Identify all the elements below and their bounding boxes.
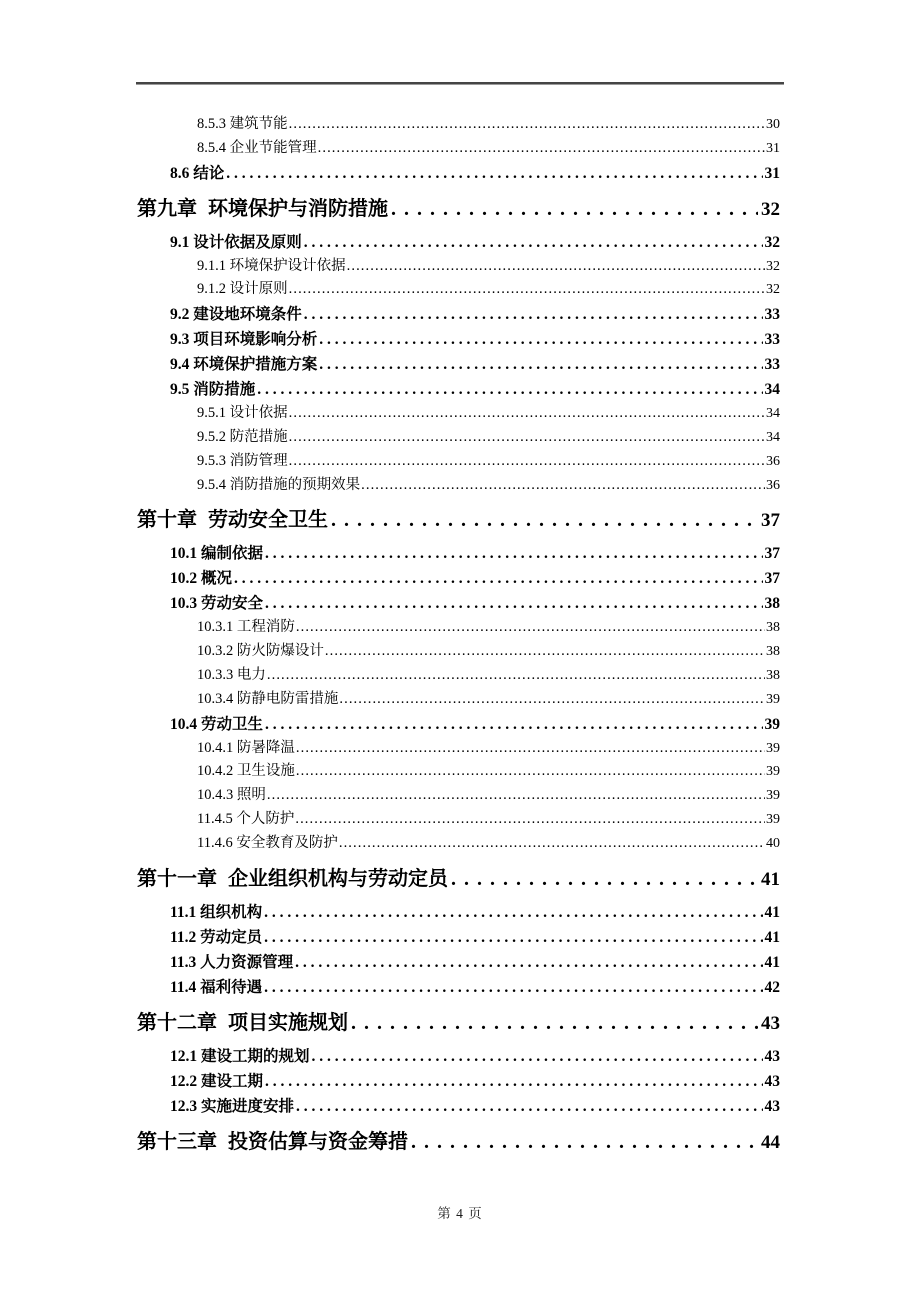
toc-entry-page: 33 bbox=[764, 306, 780, 324]
dot-leader bbox=[319, 352, 762, 377]
toc-entry-page: 39 bbox=[766, 764, 780, 780]
toc-entry-label: 10.2 概况 bbox=[170, 570, 233, 588]
dot-leader bbox=[265, 541, 762, 566]
toc-entry-label: 10.4.3 照明 bbox=[197, 787, 266, 804]
toc-entry-page: 38 bbox=[766, 644, 780, 660]
toc-entry-label: 10.4 劳动卫生 bbox=[170, 715, 264, 733]
toc-entry-label: 10.4.2 卫生设施 bbox=[197, 763, 295, 780]
toc-entry-page: 34 bbox=[764, 381, 780, 399]
toc-entry[interactable] bbox=[137, 1125, 780, 1159]
toc-entry-label: 9.5.2 防范措施 bbox=[197, 428, 288, 445]
dot-leader bbox=[304, 230, 763, 255]
dot-leader bbox=[325, 640, 765, 664]
toc-entry[interactable] bbox=[137, 161, 780, 186]
toc-entry[interactable] bbox=[137, 1044, 780, 1069]
toc-entry[interactable] bbox=[137, 377, 780, 402]
dot-leader bbox=[296, 760, 765, 784]
dot-leader bbox=[289, 426, 765, 450]
dot-leader bbox=[351, 1006, 758, 1040]
toc-entry[interactable] bbox=[137, 712, 780, 737]
dot-leader bbox=[295, 950, 762, 975]
toc-entry-page: 39 bbox=[764, 715, 780, 733]
toc-entry-page: 43 bbox=[764, 1072, 780, 1090]
toc-entry-page: 36 bbox=[766, 453, 780, 469]
toc-entry-page: 38 bbox=[764, 595, 780, 613]
toc-entry[interactable] bbox=[137, 688, 780, 712]
toc-entry-label: 12.1 建设工期的规划 bbox=[170, 1047, 310, 1065]
toc-entry[interactable] bbox=[137, 474, 780, 498]
dot-leader bbox=[361, 474, 765, 498]
dot-leader bbox=[264, 900, 762, 925]
toc-entry-page: 32 bbox=[764, 233, 780, 251]
toc-entry-label: 11.3 人力资源管理 bbox=[170, 953, 294, 971]
toc-entry-label: 10.3 劳动安全 bbox=[170, 595, 264, 613]
dot-leader bbox=[267, 784, 765, 808]
toc-entry-label: 第九章 环境保护与消防措施 bbox=[137, 197, 388, 220]
toc-entry-page: 39 bbox=[766, 740, 780, 756]
toc-entry[interactable] bbox=[137, 1069, 780, 1094]
toc-entry[interactable] bbox=[137, 566, 780, 591]
toc-entry-page: 34 bbox=[766, 429, 780, 445]
dot-leader bbox=[296, 737, 765, 761]
toc-entry-label: 12.2 建设工期 bbox=[170, 1072, 264, 1090]
toc-entry-label: 11.1 组织机构 bbox=[170, 903, 263, 921]
toc-entry-label: 11.4.5 个人防护 bbox=[197, 810, 295, 827]
toc-entry-label: 8.5.4 企业节能管理 bbox=[197, 139, 317, 156]
toc-entry-label: 9.1.1 环境保护设计依据 bbox=[197, 257, 346, 274]
toc-entry[interactable] bbox=[137, 327, 780, 352]
dot-leader bbox=[451, 862, 758, 896]
dot-leader bbox=[318, 137, 765, 161]
toc-entry[interactable] bbox=[137, 450, 780, 474]
dot-leader bbox=[289, 450, 765, 474]
toc-entry-page: 39 bbox=[766, 788, 780, 804]
toc-entry-label: 9.2 建设地环境条件 bbox=[170, 306, 302, 324]
toc-entry-page: 33 bbox=[764, 331, 780, 349]
toc-entry[interactable] bbox=[137, 784, 780, 808]
toc-entry-label: 9.4 环境保护措施方案 bbox=[170, 356, 318, 374]
toc-entry-page: 33 bbox=[764, 356, 780, 374]
dot-leader bbox=[339, 832, 765, 856]
toc-entry-page: 41 bbox=[764, 903, 780, 921]
toc-entry[interactable] bbox=[137, 832, 780, 856]
toc-entry[interactable] bbox=[137, 137, 780, 161]
toc-entry-label: 第十二章 项目实施规划 bbox=[137, 1011, 348, 1034]
toc-entry[interactable] bbox=[137, 426, 780, 450]
toc-entry[interactable] bbox=[137, 975, 780, 1000]
toc-entry-page: 39 bbox=[766, 811, 780, 827]
page-footer bbox=[0, 1202, 920, 1222]
dot-leader bbox=[304, 302, 763, 327]
dot-leader bbox=[265, 591, 762, 616]
dot-leader bbox=[265, 712, 762, 737]
toc-entry-label: 9.5.1 设计依据 bbox=[197, 405, 288, 422]
toc-entry[interactable] bbox=[137, 1094, 780, 1119]
toc-entry-label: 10.3.3 电力 bbox=[197, 666, 266, 683]
toc-entry-label: 10.4.1 防暑降温 bbox=[197, 739, 295, 756]
toc-entry-label: 9.1.2 设计原则 bbox=[197, 281, 288, 298]
toc-entry-label: 10.3.2 防火防爆设计 bbox=[197, 643, 324, 660]
toc-entry-label: 第十三章 投资估算与资金筹措 bbox=[137, 1130, 408, 1153]
toc-entry-label: 第十章 劳动安全卫生 bbox=[137, 509, 328, 532]
toc-entry-page: 38 bbox=[766, 667, 780, 683]
toc-entry[interactable] bbox=[137, 737, 780, 761]
toc-entry-label: 9.3 项目环境影响分析 bbox=[170, 331, 318, 349]
toc-entry-label: 9.5.4 消防措施的预期效果 bbox=[197, 476, 361, 493]
toc-entry[interactable] bbox=[137, 541, 780, 566]
dot-leader bbox=[267, 664, 765, 688]
dot-leader bbox=[411, 1125, 758, 1159]
toc-entry-label: 11.4.6 安全教育及防护 bbox=[197, 834, 338, 851]
toc-entry-page: 43 bbox=[761, 1012, 780, 1034]
toc-entry[interactable] bbox=[137, 760, 780, 784]
toc-entry-page: 42 bbox=[764, 978, 780, 996]
toc-entry-page: 41 bbox=[764, 953, 780, 971]
dot-leader bbox=[257, 377, 762, 402]
dot-leader bbox=[331, 503, 758, 537]
toc-entry-page: 32 bbox=[766, 258, 780, 274]
dot-leader bbox=[391, 192, 758, 226]
toc-entry[interactable] bbox=[137, 862, 780, 896]
toc-entry[interactable] bbox=[137, 808, 780, 832]
toc-entry[interactable] bbox=[137, 192, 780, 226]
toc-entry[interactable] bbox=[137, 230, 780, 255]
toc-entry-page: 32 bbox=[766, 282, 780, 298]
toc-entry[interactable] bbox=[137, 925, 780, 950]
toc-entry-page: 39 bbox=[766, 691, 780, 707]
toc-entry-label: 11.4 福利待遇 bbox=[170, 978, 263, 996]
toc-entry-page: 40 bbox=[766, 835, 780, 851]
toc-entry-page: 44 bbox=[761, 1131, 780, 1153]
toc-entry[interactable] bbox=[137, 591, 780, 616]
toc-list bbox=[137, 113, 780, 1163]
dot-leader bbox=[226, 161, 762, 186]
toc-entry[interactable] bbox=[137, 1006, 780, 1040]
toc-entry[interactable] bbox=[137, 900, 780, 925]
dot-leader bbox=[347, 255, 765, 279]
toc-entry-page: 37 bbox=[764, 570, 780, 588]
dot-leader bbox=[312, 1044, 763, 1069]
toc-entry-page: 43 bbox=[764, 1047, 780, 1065]
toc-entry-label: 11.2 劳动定员 bbox=[170, 928, 263, 946]
dot-leader bbox=[296, 1094, 762, 1119]
toc-entry[interactable] bbox=[137, 352, 780, 377]
toc-entry-label: 8.5.3 建筑节能 bbox=[197, 116, 288, 132]
toc-entry[interactable] bbox=[137, 640, 780, 664]
dot-leader bbox=[296, 616, 765, 640]
toc-entry-page: 30 bbox=[766, 117, 780, 132]
dot-leader bbox=[289, 113, 765, 137]
header-divider bbox=[136, 82, 784, 85]
toc-entry-page: 32 bbox=[761, 198, 780, 220]
toc-entry[interactable] bbox=[137, 664, 780, 688]
toc-entry-label: 8.6 结论 bbox=[170, 164, 225, 182]
toc-entry-page: 36 bbox=[766, 477, 780, 493]
toc-entry[interactable] bbox=[137, 402, 780, 426]
toc-entry[interactable] bbox=[137, 113, 780, 137]
toc-entry-page: 43 bbox=[764, 1097, 780, 1115]
toc-entry-label: 第十一章 企业组织机构与劳动定员 bbox=[137, 867, 448, 890]
toc-entry-page: 38 bbox=[766, 620, 780, 636]
toc-entry-page: 31 bbox=[766, 140, 780, 156]
toc-entry-label: 10.1 编制依据 bbox=[170, 545, 264, 563]
dot-leader bbox=[289, 278, 765, 302]
toc-entry-page: 41 bbox=[761, 868, 780, 890]
toc-entry-page: 31 bbox=[764, 164, 780, 182]
dot-leader bbox=[339, 688, 765, 712]
dot-leader bbox=[289, 402, 765, 426]
dot-leader bbox=[264, 975, 762, 1000]
toc-entry[interactable] bbox=[137, 278, 780, 302]
toc-entry[interactable] bbox=[137, 616, 780, 640]
toc-entry-label: 10.3.1 工程消防 bbox=[197, 619, 295, 636]
dot-leader bbox=[295, 808, 765, 832]
toc-entry-page: 37 bbox=[764, 545, 780, 563]
page-number-label: 第 4 页 bbox=[437, 1206, 483, 1221]
toc-entry-label: 12.3 实施进度安排 bbox=[170, 1097, 295, 1115]
toc-entry[interactable] bbox=[137, 950, 780, 975]
dot-leader bbox=[234, 566, 762, 591]
toc-entry[interactable] bbox=[137, 503, 780, 537]
toc-entry[interactable] bbox=[137, 302, 780, 327]
dot-leader bbox=[265, 1069, 762, 1094]
toc-entry-label: 9.5 消防措施 bbox=[170, 381, 256, 399]
toc-entry-page: 34 bbox=[766, 406, 780, 422]
toc-entry[interactable] bbox=[137, 255, 780, 279]
toc-entry-page: 37 bbox=[761, 510, 780, 532]
toc-entry-label: 9.1 设计依据及原则 bbox=[170, 233, 302, 251]
toc-entry-page: 41 bbox=[764, 928, 780, 946]
toc-entry-label: 9.5.3 消防管理 bbox=[197, 452, 288, 469]
dot-leader bbox=[319, 327, 762, 352]
dot-leader bbox=[264, 925, 762, 950]
toc-entry-label: 10.3.4 防静电防雷措施 bbox=[197, 690, 339, 707]
